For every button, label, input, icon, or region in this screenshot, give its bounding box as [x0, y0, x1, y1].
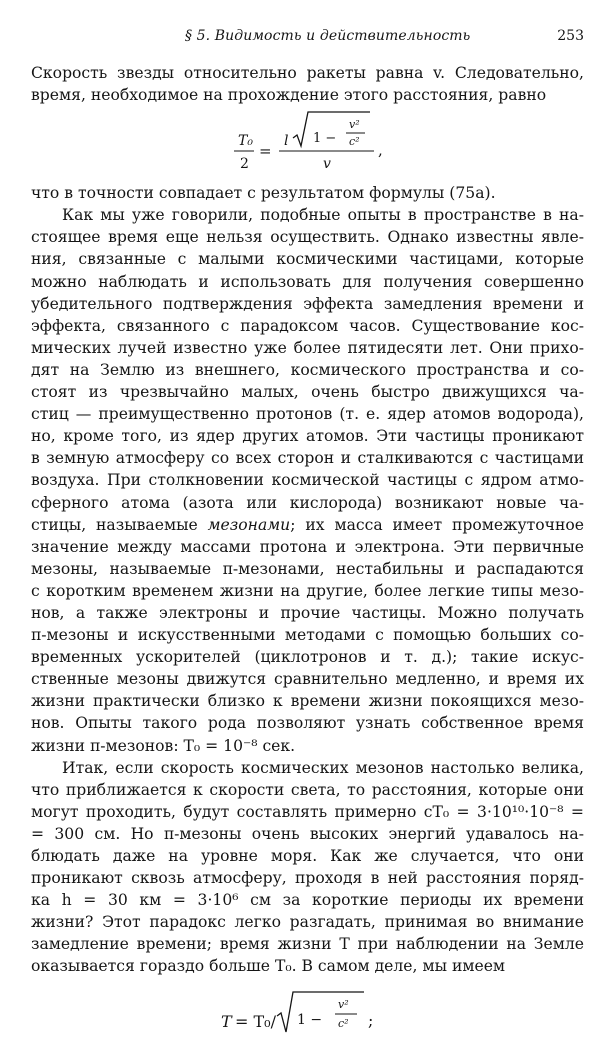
text-line: с коротким временем жизни на другие, более легкие типы мезо-: [31, 581, 584, 600]
formula-1-eq: =: [259, 142, 272, 161]
paragraph-4: [31, 757, 584, 978]
text-line: ка h = 30 км = 3·10⁶ см за короткие периоды их времени: [31, 891, 584, 910]
page-number: 253: [557, 28, 584, 44]
text-line: стоящее время еще нельзя осуществить. Однако известны явле-: [31, 228, 584, 247]
text-line: эффекта, связанного с парадоксом часов. Существование кос-: [31, 316, 584, 335]
text-line: замедление времени; время жизни T при наблюдении на Земле: [31, 935, 584, 954]
formula-2-lhs: T: [221, 1011, 232, 1031]
formula-2-one: 1 −: [297, 1011, 323, 1028]
text-line: нов. Опыты такого рода позволяют узнать собственное время: [31, 714, 584, 733]
text-line: нов, а также электроны и прочие частицы. Можно получать: [31, 603, 584, 622]
formula-half-proper-time: [31, 106, 584, 182]
text-line: стиц — преимущественно протонов (т. е. ядер атомов водорода),: [31, 405, 584, 424]
text-line: временных ускорителей (циклотронов и т. д.); такие искус-: [31, 648, 584, 667]
text-line: = 300 см. Но π-мезоны очень высоких энергий удавалось на-: [31, 824, 584, 843]
text-line: сферного атома (азота или кислорода) возникают новые ча-: [31, 493, 584, 512]
formula-1-l: l: [284, 133, 289, 150]
paragraph-1: [31, 62, 584, 106]
formula-1-lhs-num: T₀: [238, 133, 253, 150]
formula-2-v2: v²: [338, 997, 349, 1011]
text-line: мезоны, называемые π-мезонами, нестабильны и распадаются: [31, 559, 584, 578]
text-span: ; их масса имеет промежуточное: [290, 515, 584, 534]
text-line: что в точности совпадает с результатом формулы (75а).: [31, 184, 496, 203]
formula-1-v2: v²: [349, 118, 360, 132]
text-line: Скорость звезды относительно ракеты равна v. Следовательно,: [31, 64, 584, 82]
formula-dilated-time: [31, 986, 584, 1046]
book-page: [31, 22, 584, 1046]
paragraph-3: [31, 204, 584, 756]
formula-1-comma: ,: [378, 141, 383, 160]
text-line: дят на Землю из внешнего, космического пространства и со-: [31, 360, 584, 379]
running-title: § 5. Видимость и действительность: [185, 28, 471, 44]
text-line: π-мезоны и искусственными методами с помощью больших со-: [31, 626, 584, 645]
formula-1-den-v: v: [323, 156, 331, 173]
page-header: [31, 22, 584, 44]
text-line: жизни практически близко к времени жизни покоящихся мезо-: [31, 692, 584, 711]
italic-term: мезонами: [207, 515, 291, 534]
text-line: ственные мезоны движутся сравнительно медленно, и время их: [31, 670, 584, 689]
formula-2-eq: = T₀/: [235, 1011, 276, 1031]
text-line: что приближается к скорости света, то расстояния, которые они: [31, 780, 584, 799]
text-line: но, кроме того, из ядер других атомов. Эти частицы проникают: [31, 427, 584, 446]
text-line: в земную атмосферу со всех сторон и сталкиваются с частицами: [31, 449, 584, 468]
text-line: Как мы уже говорили, подобные опыты в пространстве в на-: [62, 206, 584, 225]
formula-2-c2: c²: [338, 1016, 349, 1030]
formula-2-svg: [31, 986, 584, 1046]
text-line: могут проходить, будут составлять примерно cT₀ = 3·10¹⁰·10⁻⁸ =: [31, 802, 584, 821]
text-line: воздуха. При столкновении космической частицы с ядром атмо-: [31, 471, 584, 490]
formula-1-lhs-den: 2: [240, 156, 249, 173]
text-line: оказывается гораздо больше T₀. В самом деле, мы имеем: [31, 957, 506, 976]
text-line: время, необходимое на прохождение этого расстояния, равно: [31, 86, 547, 105]
paragraph-2: [31, 182, 584, 204]
formula-1-one: 1 −: [313, 131, 337, 147]
text-line: блюдать даже на уровне моря. Как же случается, что они: [31, 847, 584, 865]
formula-2-semicolon: ;: [368, 1010, 374, 1030]
text-line-mezonami: [31, 514, 584, 536]
text-line: Итак, если скорость космических мезонов настолько велика,: [62, 758, 584, 777]
formula-1-svg: [31, 106, 584, 182]
text-span: стицы, называемые: [31, 515, 208, 534]
formula-1-c2: c²: [349, 135, 360, 149]
text-line: стоят из чрезвычайно малых, очень быстро движущихся ча-: [31, 383, 584, 402]
text-line: мических лучей известно уже более пятидесяти лет. Они прихо-: [31, 338, 584, 357]
text-line: убедительного подтверждения эффекта замедления времени и: [31, 294, 584, 313]
text-line: проникают сквозь атмосферу, проходя в ней расстояния поряд-: [31, 869, 584, 888]
text-line: жизни? Этот парадокс легко разгадать, принимая во внимание: [31, 913, 584, 932]
text-line: значение между массами протона и электрона. Эти первичные: [31, 537, 584, 556]
text-line: жизни π-мезонов: T₀ = 10⁻⁸ сек.: [31, 736, 296, 755]
text-line: ния, связанные с малыми космическими частицами, которые: [31, 250, 584, 269]
text-line: можно наблюдать и использовать для получения совершенно: [31, 272, 584, 291]
